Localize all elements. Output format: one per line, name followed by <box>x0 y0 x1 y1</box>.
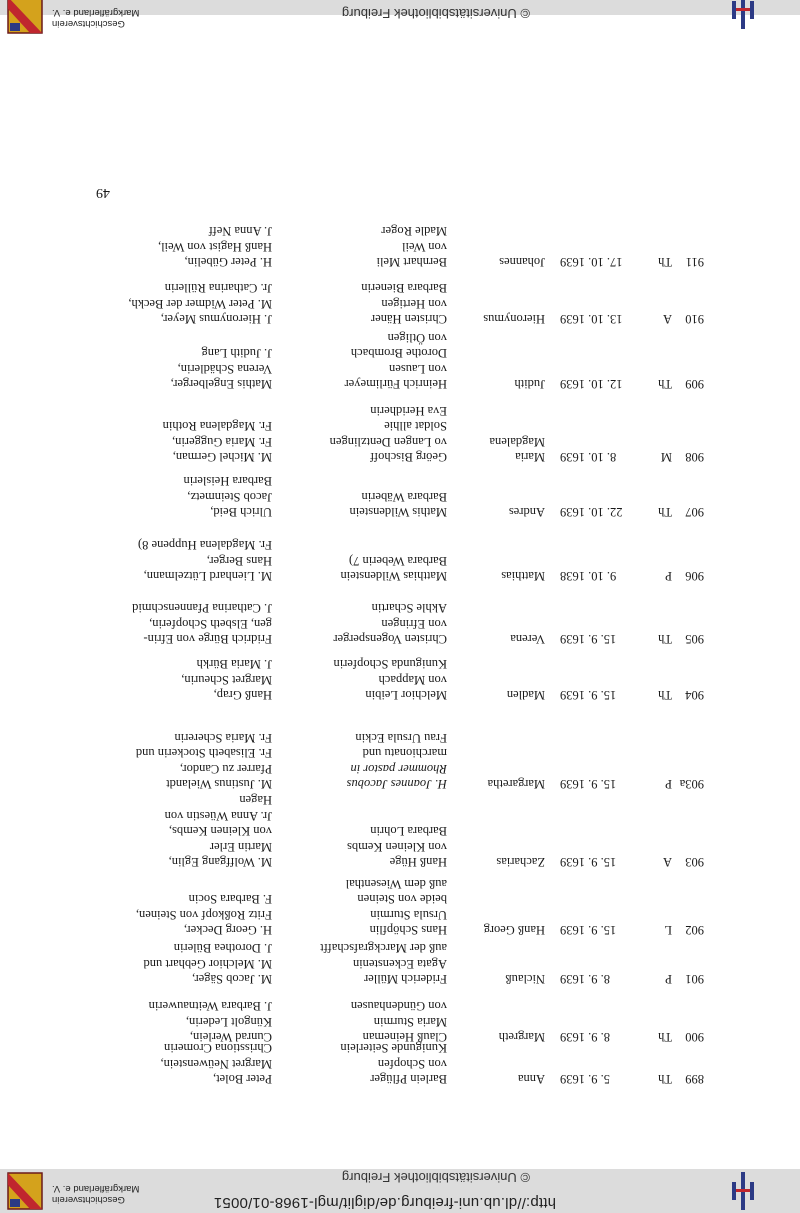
godparent-line: J. Hieronymus Meyer, <box>160 312 272 326</box>
parent-line: Barbara Lohrin <box>370 824 447 839</box>
parent-line: vo Langen Dentzlingen <box>329 434 447 449</box>
entry-number: 900 <box>685 1030 704 1044</box>
child-name: Judith <box>514 377 545 391</box>
society-name-line1: Geschichtsverein <box>52 1194 125 1205</box>
parent-line: von Lausen <box>389 361 447 376</box>
parents <box>292 875 447 937</box>
entry-weekday: Th <box>658 632 672 646</box>
entry-number: 906 <box>685 569 704 583</box>
parent-line: Frau Ursula Eckin <box>355 730 447 745</box>
entry-date: 15. 9. 1639 <box>560 777 617 791</box>
entry-number: 908 <box>685 450 704 464</box>
godparent-line: Fridrich Bürge von Efrin- <box>143 632 272 646</box>
entry-date: 5. 9. 1639 <box>560 1072 610 1086</box>
godparent-line: Fritz Roßkopf von Steinen, <box>135 907 272 922</box>
godparents <box>87 600 272 646</box>
child-name: Hieronymus <box>483 312 545 326</box>
godparent-line: Jacob Steinmetz, <box>187 489 272 504</box>
entry-number: 904 <box>685 688 704 702</box>
child-name: Anna <box>517 1072 545 1086</box>
godparents <box>87 345 272 391</box>
parent-line: Barbara Bienerin <box>361 281 447 296</box>
parent-line: auß dem Wiesenthal <box>345 876 447 891</box>
godparent-line: Mathis Engelberger, <box>170 377 272 391</box>
godparent-line: Jr. Anna Wüestin von <box>164 808 272 823</box>
entry-number: 909 <box>685 377 704 391</box>
entry-date: 8. 9. 1639 <box>560 1030 610 1044</box>
godparent-line: Ulrich Beid, <box>210 505 272 519</box>
parent-line: von Ötligen <box>387 330 447 345</box>
parents <box>292 280 447 326</box>
entry-weekday: L <box>664 923 672 937</box>
parent-line: Melchior Leibin <box>365 688 447 702</box>
godparent-line: Jr. Catharina Rüllerin <box>164 281 272 296</box>
parent-line: Friderich Müller <box>364 972 447 986</box>
godparents <box>87 656 272 702</box>
godparents <box>87 729 272 791</box>
godparent-line: Fr. Magdalena Huppene 8) <box>138 538 272 553</box>
parent-line: Barbara Weberin 7) <box>348 553 447 568</box>
parents <box>292 729 447 791</box>
child-name-line: Maria <box>515 450 545 464</box>
parent-line: Kunigunde Seiterlein <box>340 1041 447 1056</box>
parent-line: beide von Steinen <box>357 892 447 907</box>
parent-line: Matthias Wildenstein <box>340 569 447 583</box>
parent-line: Dorothe Brombach <box>350 346 447 361</box>
entry-date: 15. 9. 1639 <box>560 632 617 646</box>
godparent-line: J. Anna Neff <box>208 224 272 239</box>
society-name-line2: Markgräflerland e. V. <box>52 1183 140 1194</box>
entry-date: 9. 10. 1638 <box>560 569 617 583</box>
entry-weekday: A <box>662 855 672 869</box>
child-name: Hanß Georg <box>483 923 545 937</box>
child-name: Matthias <box>501 569 545 583</box>
entry-weekday: Th <box>658 255 672 269</box>
entry-weekday: Th <box>658 505 672 519</box>
entry-weekday: A <box>662 312 672 326</box>
godparent-line: F. Barbara Socin <box>188 892 272 907</box>
parents <box>292 1040 447 1086</box>
parents <box>292 823 447 869</box>
entry-date: 15. 9. 1639 <box>560 855 617 869</box>
parent-line: von Mappach <box>378 672 447 687</box>
parent-line: Barlein Pflüger <box>370 1072 447 1086</box>
parent-line: Hanß Hüge <box>389 855 447 869</box>
entry-date: 12. 10. 1639 <box>560 377 623 391</box>
godparents <box>87 792 272 869</box>
godparent-line: Verena Schädlerin, <box>177 361 272 376</box>
godparents <box>87 473 272 519</box>
godparent-line: J. Dorothea Bülerin <box>173 941 272 956</box>
godparents <box>87 1040 272 1086</box>
parent-line: marchionatu und <box>362 746 447 761</box>
entry-number: 905 <box>685 632 704 646</box>
godparent-line: M. Melchior Gebhart und <box>143 956 272 971</box>
godparents <box>87 280 272 326</box>
parent-line: Akhle Schartin <box>371 601 447 616</box>
parent-line: von Schopfen <box>377 1056 447 1071</box>
parent-line: Clauß Heineman <box>362 1030 447 1044</box>
godparent-line: M. Lienhard Lützelmann, <box>143 569 272 583</box>
parent-line: Geörg Bischoff <box>370 450 447 464</box>
entry-weekday: P <box>665 777 672 791</box>
entry-weekday: Th <box>658 377 672 391</box>
godparent-line: H. Georg Decker, <box>183 923 272 937</box>
parents <box>292 656 447 702</box>
parents <box>292 940 447 986</box>
godparent-line: M. Michel German, <box>172 450 272 464</box>
entry-date: 8. 9. 1639 <box>560 972 610 986</box>
godparent-line: Küngolt Lederin, <box>185 1014 272 1029</box>
godparents <box>87 223 272 269</box>
parent-line: von Kleinen Kembs <box>347 839 447 854</box>
parents <box>292 552 447 583</box>
parents <box>292 402 447 464</box>
entry-date: 15. 9. 1639 <box>560 688 617 702</box>
entry-number: 911 <box>685 255 704 269</box>
godparent-line: Hanß Hagist von Weil, <box>157 239 272 254</box>
parent-line: auß der Marckgrafschafft <box>320 941 447 956</box>
child-name: Andres <box>508 505 545 519</box>
godparent-line: Peter Bolet, <box>212 1072 272 1086</box>
godparent-line: Hagen <box>239 793 272 808</box>
child-name: Niclauß <box>505 972 545 986</box>
parent-line: Heinrich Fürlimeyer <box>344 377 447 391</box>
entry-date: 22. 10. 1639 <box>560 505 623 519</box>
parent-line: Soldat allhie <box>384 419 447 434</box>
entry-date: 17. 10. 1639 <box>560 255 623 269</box>
parent-line: Maria Sturmin <box>373 1014 447 1029</box>
society-name-footer-line2: Markgräflerland e. V. <box>52 7 140 18</box>
entry-number: 903 <box>685 855 704 869</box>
parent-line: Christen Häner <box>370 312 447 326</box>
entry-date: 15. 9. 1639 <box>560 923 617 937</box>
godparent-line: Hans Berger, <box>206 553 272 568</box>
godparent-line: Fr. Magdalena Rothin <box>162 419 272 434</box>
parent-line: von Hertigen <box>381 296 447 311</box>
child-name: Verena <box>510 632 545 646</box>
parent-line: Agata Eckenstenin <box>352 956 447 971</box>
godparent-line: Cunrad Werlein, <box>189 1030 272 1044</box>
entry-weekday: Th <box>658 1030 672 1044</box>
copyright-notice: © Universitätsbibliothek Freiburg <box>341 1170 530 1185</box>
godparent-line: Margret Scheurin, <box>181 672 272 687</box>
child-name: Margaretha <box>487 777 545 791</box>
parent-line: Madle Roger <box>381 224 447 239</box>
entry-weekday: Th <box>658 1072 672 1086</box>
parent-line: von Efringen <box>381 616 447 631</box>
entry-number: 907 <box>685 505 704 519</box>
godparent-line: von Kleinen Kembs, <box>168 824 272 839</box>
parent-line: Rhommer pastor in <box>350 761 447 776</box>
godparent-line: J. Maria Bürkh <box>196 657 272 672</box>
godparent-line: Fr. Maria Guggerin, <box>172 434 272 449</box>
godparents <box>87 940 272 986</box>
godparent-line: Margret Neüwenstein, <box>160 1056 272 1071</box>
godparents <box>87 998 272 1044</box>
godparent-line: M. Peter Widmer der Beckh, <box>128 296 272 311</box>
entry-number: 910 <box>685 312 704 326</box>
parent-line: Hans Schöpflin <box>369 923 447 937</box>
entry-date: 8. 10. 1639 <box>560 450 617 464</box>
godparent-line: gen, Elsbeth Schopferin, <box>149 616 272 631</box>
entry-weekday: P <box>665 569 672 583</box>
godparent-line: Fr. Maria Schererin <box>174 730 272 745</box>
entry-weekday: Th <box>658 688 672 702</box>
parent-line: von Gündenhausen <box>350 999 447 1014</box>
entry-number: 901 <box>685 972 704 986</box>
godparent-line: Chrisstiona Cromerin <box>164 1041 272 1056</box>
parent-line: H. Joannes Jacobus <box>346 777 447 791</box>
parent-line: Kunigunda Schopferin <box>333 657 447 672</box>
parent-line: Ursula Sturmin <box>370 907 447 922</box>
parents <box>292 998 447 1044</box>
entry-number: 902 <box>685 923 704 937</box>
parents <box>292 329 447 391</box>
parent-line: Bernhart Meli <box>376 255 447 269</box>
godparent-line: M. Wolffgang Eglin, <box>168 855 272 869</box>
child-name: Zacharias <box>496 855 545 869</box>
parent-line: von Weil <box>402 239 447 254</box>
godparent-line: J. Judith Lang <box>201 346 272 361</box>
godparent-line: Fr. Elisabeth Stockerin und <box>135 746 272 761</box>
parents <box>292 223 447 269</box>
godparent-line: H. Peter Gübelin, <box>184 255 272 269</box>
parents <box>292 600 447 646</box>
godparent-line: M. Jacob Säger, <box>191 972 272 986</box>
parent-line: Mathis Wildenstein <box>349 505 447 519</box>
godparent-line: Barbara Heislerin <box>183 474 272 489</box>
society-name-footer-line1: Geschichtsverein <box>52 18 125 29</box>
godparents <box>87 891 272 937</box>
entry-number: 899 <box>685 1072 704 1086</box>
entry-date: 13. 10. 1639 <box>560 312 623 326</box>
parent-line: Barbara Wäberin <box>361 489 447 504</box>
godparent-line: Hanß Grap, <box>213 688 272 702</box>
godparents <box>87 537 272 583</box>
godparents <box>87 418 272 464</box>
copyright-notice-footer: © Universitätsbibliothek Freiburg <box>341 6 530 21</box>
child-name <box>489 433 545 464</box>
source-url[interactable]: http://dl.ub.uni-freiburg.de/diglit/mgl-1968-01/0051 <box>213 1194 556 1211</box>
parent-line: Christen Vogensperger <box>333 632 447 646</box>
parent-line: Eva Heridherin <box>370 403 447 418</box>
godparent-line: Pfarrer zu Candor, <box>179 761 272 776</box>
entry-weekday: P <box>665 972 672 986</box>
godparent-line: M. Justinus Wielandt <box>166 777 272 791</box>
godparent-line: Martin Erler <box>209 839 272 854</box>
godparent-line: J. Catharina Pfannenschmid <box>132 601 272 616</box>
godparent-line: J. Barbara Weitnauwerin <box>148 999 272 1014</box>
parents <box>292 488 447 519</box>
page-number: 49 <box>96 185 110 200</box>
entry-number: 903a <box>679 777 704 791</box>
entry-weekday: M <box>660 450 672 464</box>
child-name-line: Magdalena <box>489 434 545 449</box>
child-name: Madlen <box>506 688 545 702</box>
child-name: Johannes <box>499 255 545 269</box>
child-name: Margreth <box>498 1030 545 1044</box>
